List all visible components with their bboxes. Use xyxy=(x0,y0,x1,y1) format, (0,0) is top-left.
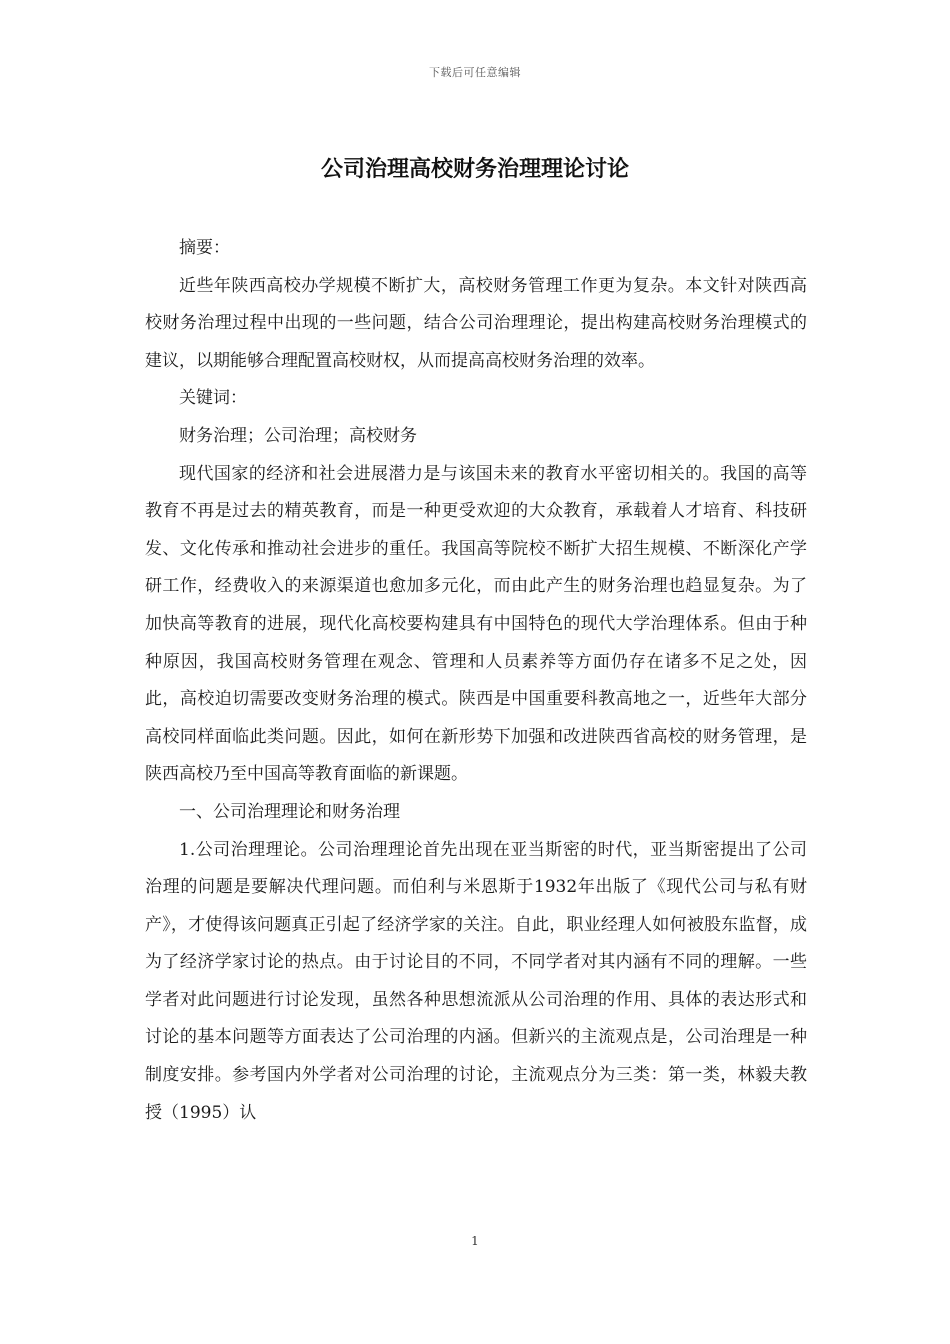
document-body xyxy=(145,230,807,1132)
abstract-label: 摘要： xyxy=(179,238,230,258)
section-heading: 一、公司治理理论和财务治理 xyxy=(179,801,400,822)
page-header-note: 下载后可任意编辑 xyxy=(429,66,521,79)
page-number: 1 xyxy=(471,1234,479,1248)
abstract-text: 近些年陕西高校办学规模不断扩大，高校财务管理工作更为复杂。本文针对陕西高校财务治理过程中出现的一些问题，结合公司治理理论，提出构建高校财务治理模式的建议，以期能够合理配置高校财权，从而提高高校财务治理的效率。 xyxy=(145,275,807,371)
document-title: 公司治理高校财务治理理论讨论 xyxy=(320,157,629,182)
body-paragraph: 1.公司治理理论。公司治理理论首先出现在亚当斯密的时代，亚当斯密提出了公司治理的问题是要解决代理问题。而伯利与米恩斯于1932年出版了《现代公司与私有财产》，才使得该问题真正引起了经济学家的关注。自此，职业经理人如何被股东监督，成为了经济学家讨论的热点。由于讨论目的不同，不同学者对其内涵有不同的理解。一些学者对此问题进行讨论发现，虽然各种思想流派从公司治理的作用、具体的表达形式和讨论的基本问题等方面表达了公司治理的内涵。但新兴的主流观点是，公司治理是一种制度安排。参考国内外学者对公司治理的讨论，主流观点分为三类：第一类，林毅夫教授（1995）认 xyxy=(145,839,807,1123)
keywords-text: 财务治理；公司治理；高校财务 xyxy=(179,425,417,446)
intro-paragraph: 现代国家的经济和社会进展潜力是与该国未来的教育水平密切相关的。我国的高等教育不再是过去的精英教育，而是一种更受欢迎的大众教育，承载着人才培育、科技研发、文化传承和推动社会进步的重任。我国高等院校不断扩大招生规模、不断深化产学研工作，经费收入的来源渠道也愈加多元化，而由此产生的财务治理也趋显复杂。为了加快高等教育的进展，现代化高校要构建具有中国特色的现代大学治理体系。但由于种种原因，我国高校财务管理在观念、管理和人员素养等方面仍存在诸多不足之处，因此，高校迫切需要改变财务治理的模式。陕西是中国重要科教高地之一，近些年大部分高校同样面临此类问题。因此，如何在新形势下加强和改进陕西省高校的财务管理，是陕西高校乃至中国高等教育面临的新课题。 xyxy=(145,463,807,785)
keywords-label: 关键词： xyxy=(179,388,247,409)
